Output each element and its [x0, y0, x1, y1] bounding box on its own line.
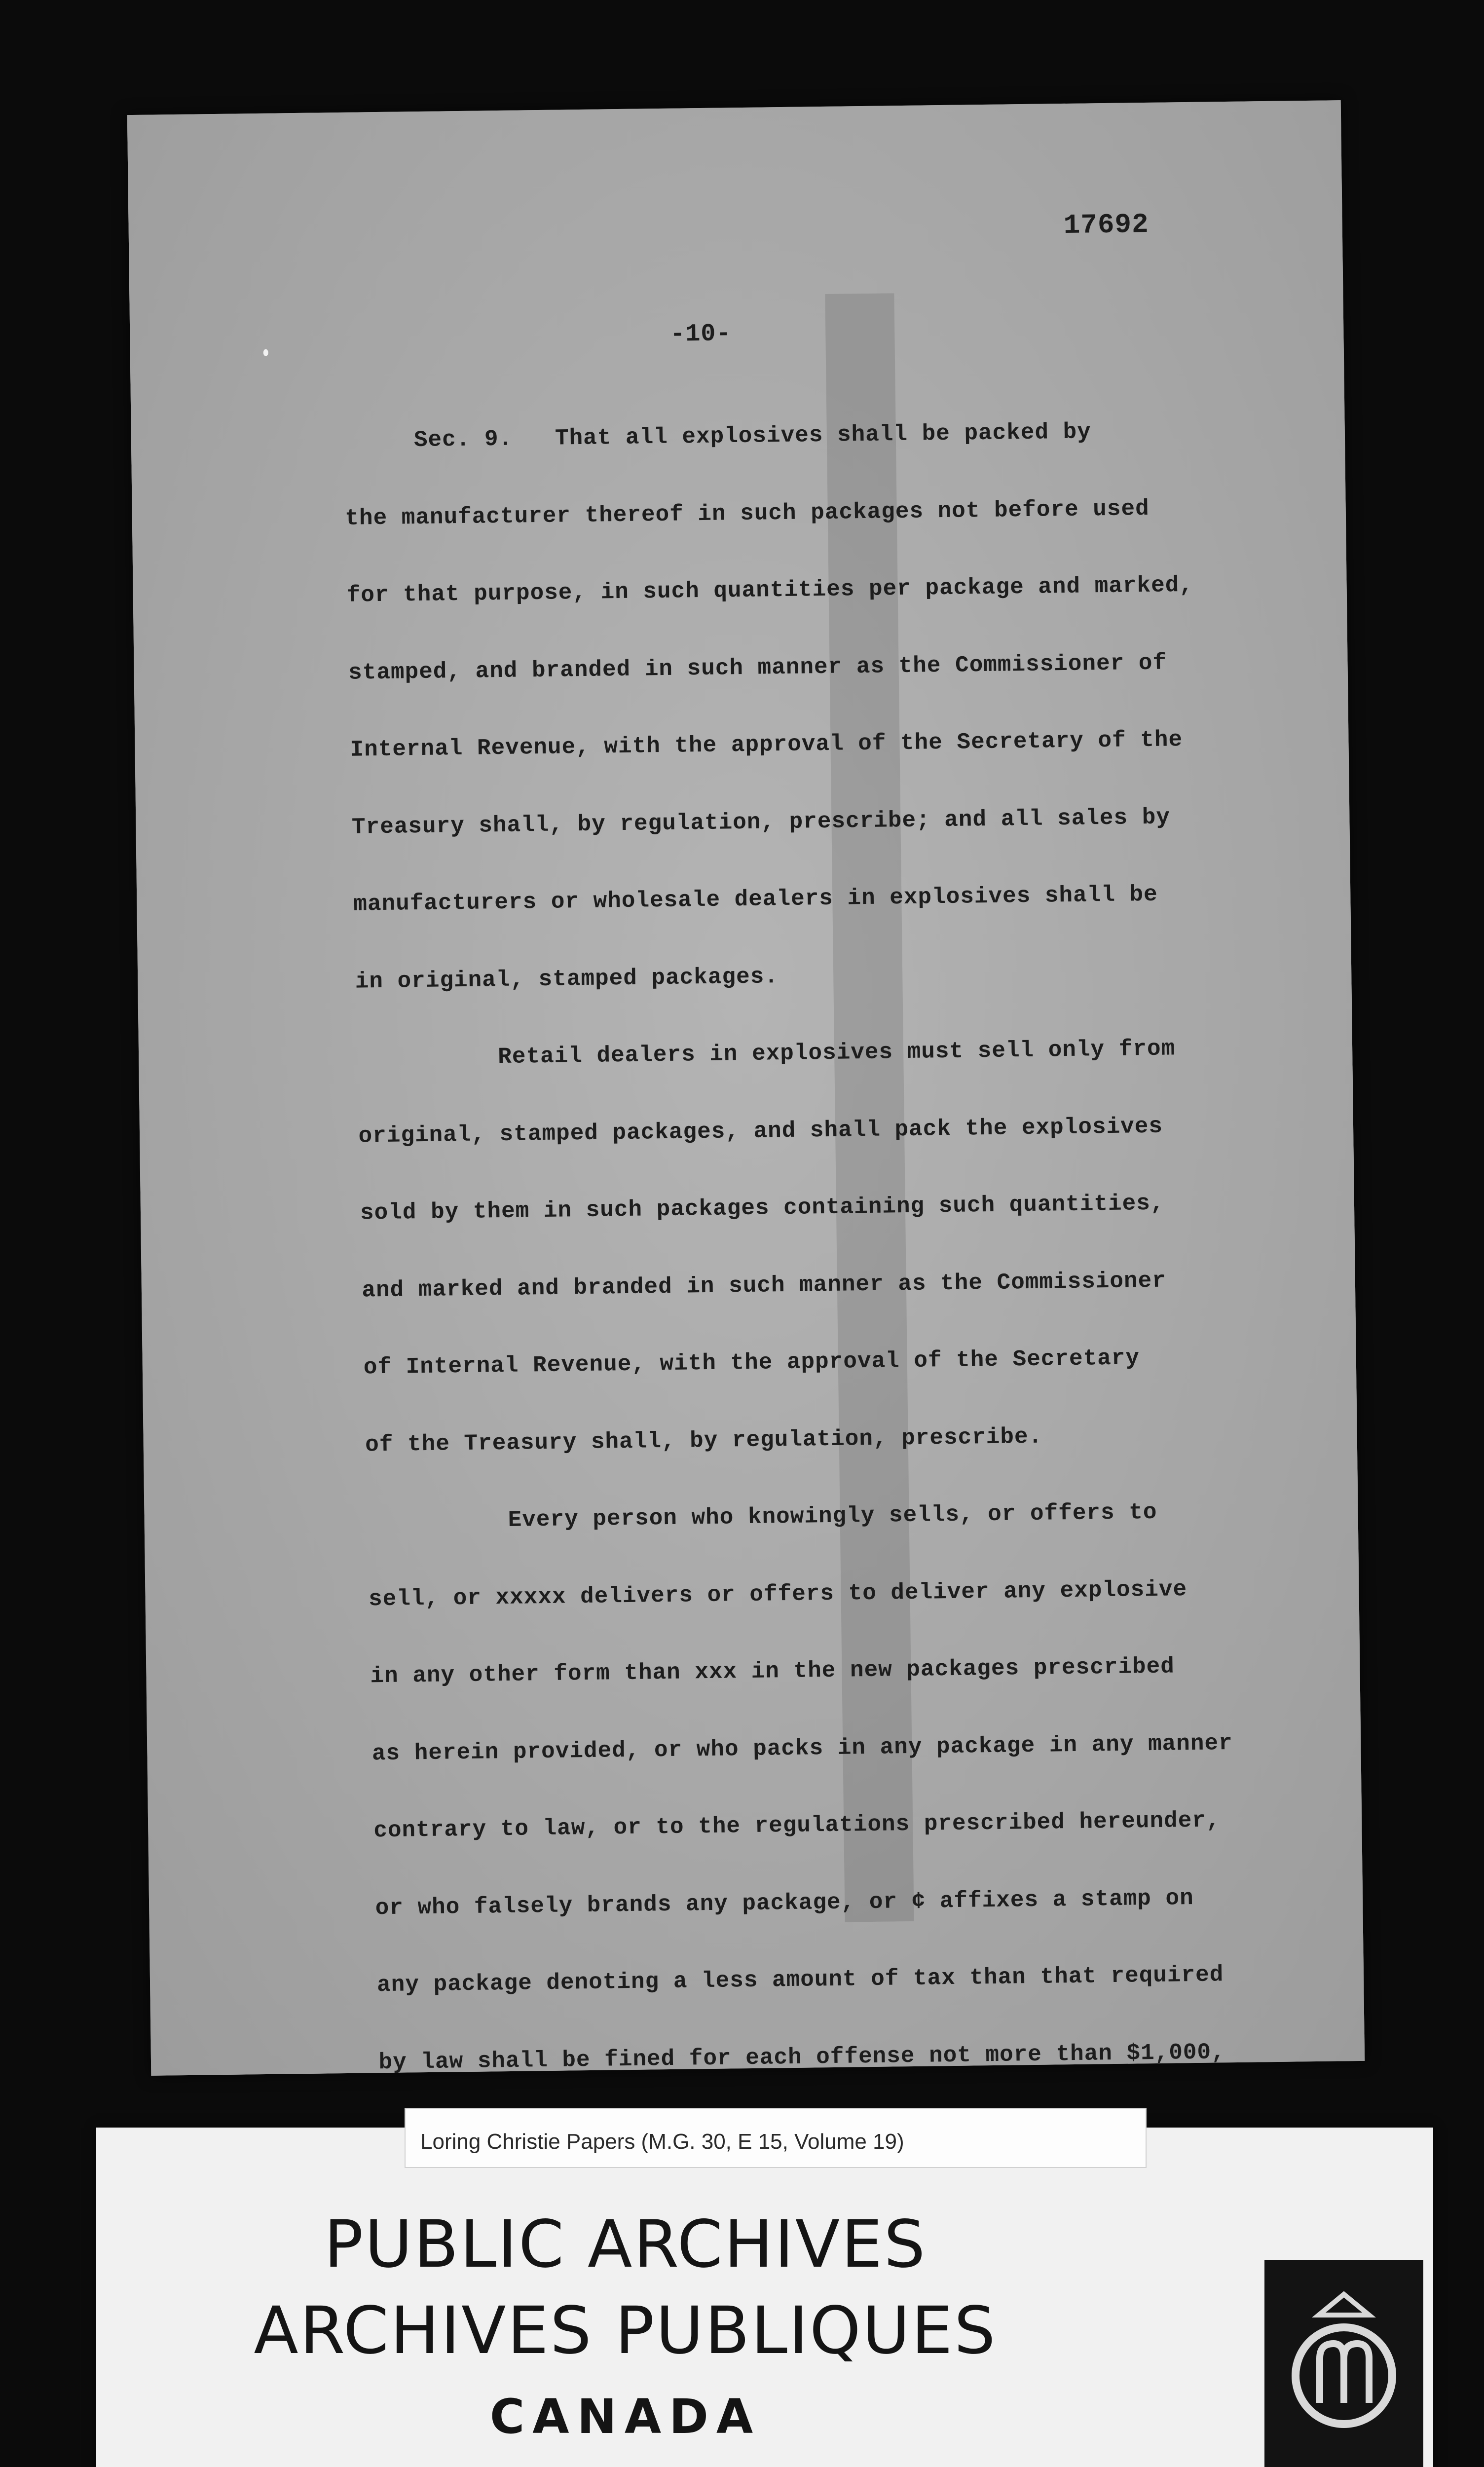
document-line: and marked and branded in such manner as the Commissioner: [362, 1268, 1167, 1304]
document-line: contrary to law, or to the regulations prescribed hereunder,: [373, 1807, 1221, 1844]
document-number: 17692: [1063, 208, 1150, 242]
document-line: for that purpose, in such quantities per package and marked,: [346, 572, 1194, 608]
archives-canada-logo-icon: [1264, 2260, 1423, 2467]
document-line: in any other form than xxx in the new packages prescribed: [370, 1653, 1175, 1689]
page-number: -10-: [669, 320, 732, 349]
document-line: or who falsely brands any package, or ¢ affixes a stamp on: [375, 1885, 1194, 1921]
document-line: the manufacturer thereof in such packages not before used: [345, 495, 1150, 531]
document-line: sold by them in such packages containing such quantities,: [360, 1190, 1165, 1226]
archives-title-french: ARCHIVES PUBLIQUES: [254, 2293, 997, 2369]
archives-country: CANADA: [489, 2389, 761, 2444]
document-line: in original, stamped packages.: [355, 963, 779, 995]
document-line: Retail dealers in explosives must sell only from: [356, 1036, 1176, 1072]
dust-speck: [263, 349, 268, 356]
document-line: by law shall be fined for each offense not more than $1,000,: [378, 2039, 1226, 2075]
document-line: of the Treasury shall, by regulation, prescribe.: [365, 1423, 1043, 1458]
document-line: stamped, and branded in such manner as the Commissioner of: [348, 650, 1167, 686]
document-line: Internal Revenue, with the approval of the Secretary of the: [350, 727, 1183, 763]
document-line: Sec. 9. That all explosives shall be packed by: [343, 419, 1092, 454]
document-line: as herein provided, or who packs in any package in any manner: [371, 1730, 1233, 1766]
typed-document-page: [127, 100, 1365, 2076]
document-line: of Internal Revenue, with the approval of the Secretary: [363, 1345, 1140, 1381]
document-line: sell, or xxxxx delivers or offers to deliver any explosive: [368, 1576, 1187, 1612]
document-line: original, stamped packages, and shall pack the explosives: [358, 1113, 1163, 1149]
reference-slip: [405, 2108, 1147, 2168]
document-line: any package denoting a less amount of tax than that required: [376, 1962, 1224, 1998]
archives-label-card: [96, 2128, 1433, 2467]
document-line: manufacturers or wholesale dealers in explosives shall be: [353, 881, 1158, 917]
document-line: Every person who knowingly sells, or offers to: [367, 1499, 1157, 1535]
collection-reference: Loring Christie Papers (M.G. 30, E 15, Volume 19): [420, 2130, 904, 2154]
archives-title-english: PUBLIC ARCHIVES: [324, 2206, 927, 2282]
document-line: Treasury shall, by regulation, prescribe; and all sales by: [351, 804, 1171, 840]
